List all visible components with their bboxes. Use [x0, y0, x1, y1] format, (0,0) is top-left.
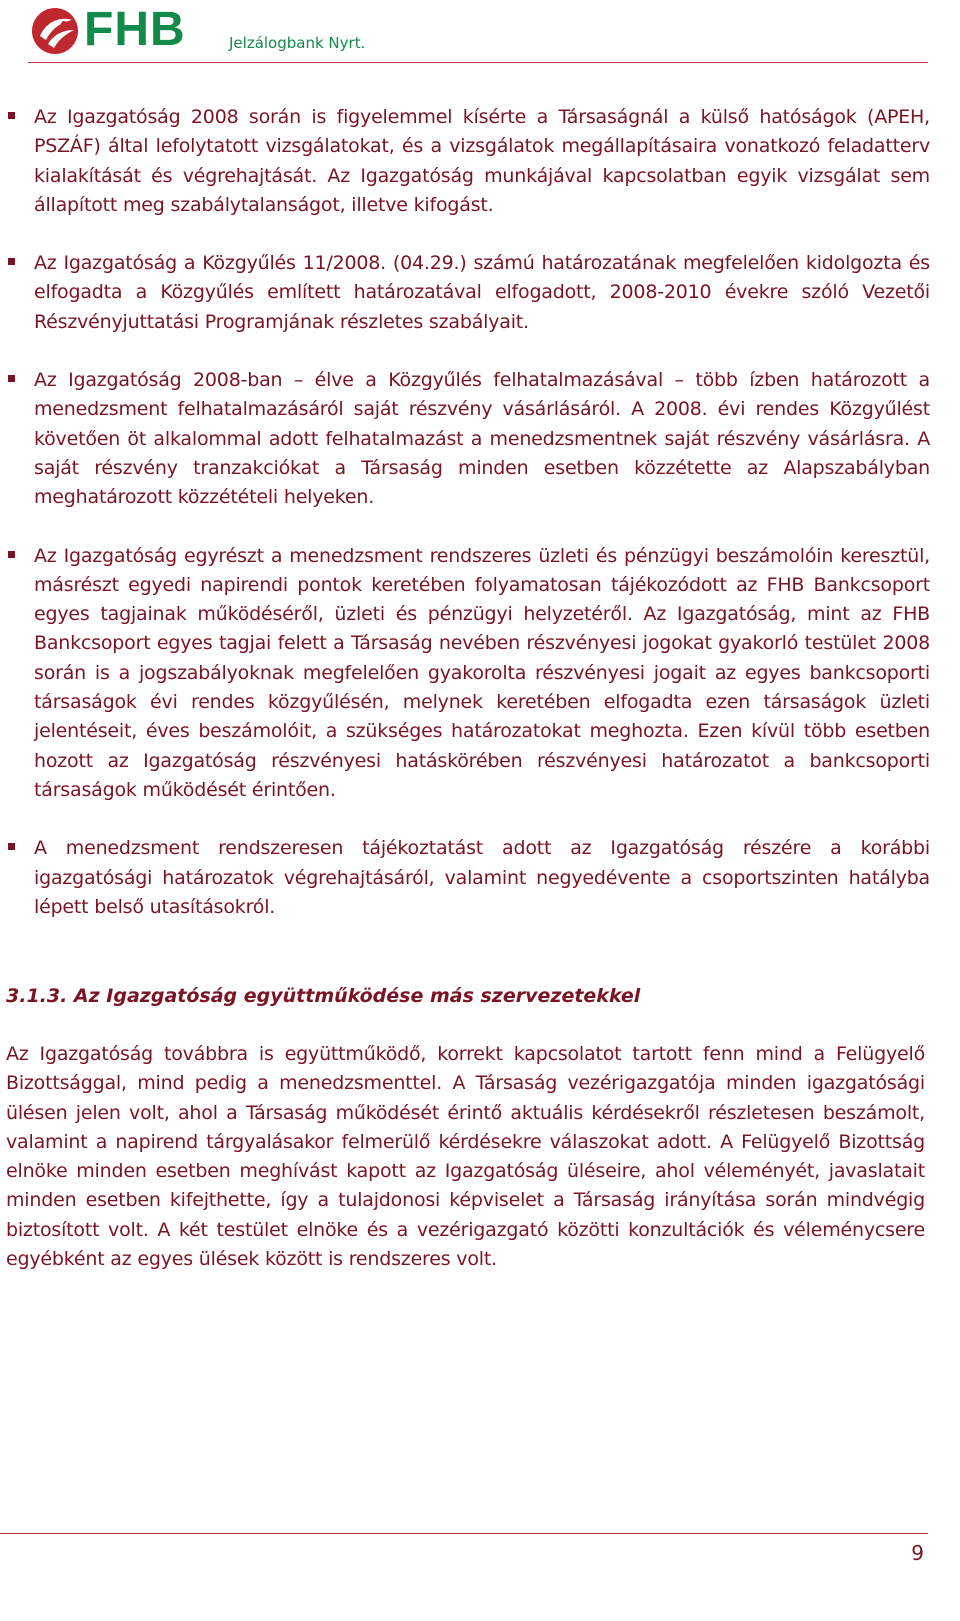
- bullet-square-icon: [8, 551, 15, 558]
- list-item: [8, 103, 930, 220]
- logo-subtitle: Jelzálogbank Nyrt.: [229, 34, 366, 52]
- bullet-square-icon: [8, 112, 15, 119]
- bullet-text: A menedzsment rendszeresen tájékoztatást adott az Igazgatóság részére a korábbi igazgatósági határozatok végrehajtásáról, valamint negyedévente a csoportszinten hatályba lépett belső utasításokról.: [34, 837, 930, 918]
- list-item: [8, 542, 930, 806]
- fhb-logo-icon: [30, 6, 80, 56]
- bullet-list: [8, 103, 930, 951]
- logo-wordmark: FHB: [84, 3, 186, 56]
- bullet-square-icon: [8, 258, 15, 265]
- footer-divider: [0, 1533, 928, 1534]
- header-divider: [28, 62, 928, 63]
- section-body: Az Igazgatóság továbbra is együttműködő, korrekt kapcsolatot tartott fenn mind a Felügyelő Bizottsággal, mind pedig a menedzsmenttel. A Társaság vezérigazgatója minden igazgatósági ülésen jelen volt, ahol a Társaság működését érintő aktuális kérdésekről részletesen beszámolt, valamint a napirend tárgyalásakor felmerülő kérdésekre válaszokat adott. A Felügyelő Bizottság elnöke minden esetben meghívást kapott az Igazgatóság üléseire, ahol véleményét, javaslatait minden esetben kifejthette, így a tulajdonosi képviselet a Társaság irányítása során mindvégig biztosított volt. A két testület elnöke és a vezérigazgató közötti konzultációk és véleménycsere egyébként az egyes ülések között is rendszeres volt.: [6, 1043, 925, 1271]
- bullet-text: Az Igazgatóság egyrészt a menedzsment rendszeres üzleti és pénzügyi beszámolóin keresztül, másrészt egyedi napirendi pontok keretében folyamatosan tájékozódott az FHB Bankcsoport egyes tagjainak működéséről, üzleti és pénzügyi helyzetéről. Az Igazgatóság, mint az FHB Bankcsoport egyes tagjai felett a Társaság nevében részvényesi jogokat gyakorló testület 2008 során is a jogszabályoknak megfelelően gyakorolta részvényesi jogait az egyes bankcsoporti társaságok évi rendes közgyűlésén, melynek keretében elfogadta ezen társaságok üzleti jelentéseit, éves beszámolóit, a szükséges határozatokat meghozta. Ezen kívül több esetben hozott az Igazgatóság részvényesi hatáskörében részvényesi határozatot a bankcsoporti társaságok működését érintően.: [34, 544, 930, 801]
- list-item: [8, 834, 930, 922]
- page-number: 9: [911, 1541, 924, 1565]
- list-item: [8, 366, 930, 512]
- bullet-square-icon: [8, 843, 15, 850]
- list-item: [8, 249, 930, 337]
- section-heading: 3.1.3. Az Igazgatóság együttműködése más szervezetekkel: [6, 985, 641, 1007]
- page-header: [28, 4, 928, 62]
- bullet-text: Az Igazgatóság a Közgyűlés 11/2008. (04.29.) számú határozatának megfelelően kidolgozta és elfogadta a Közgyűlés említett határozatával elfogadott, 2008-2010 évekre szóló Vezetői Részvényjuttatási Programjának részletes szabályait.: [34, 252, 930, 333]
- bullet-text: Az Igazgatóság 2008 során is figyelemmel kísérte a Társaságnál a külső hatóságok (APEH, PSZÁF) által lefolytatott vizsgálatokat, és a vizsgálatok megállapításaira vonatkozó feladatterv kialakítását és végrehajtását. Az Igazgatóság munkájával kapcsolatban egyik vizsgálat sem állapított meg szabálytalanságot, illetve kifogást.: [34, 106, 930, 216]
- bullet-square-icon: [8, 375, 15, 382]
- bullet-text: Az Igazgatóság 2008-ban – élve a Közgyűlés felhatalmazásával – több ízben határozott a menedzsment felhatalmazásáról saját részvény vásárlásáról. A 2008. évi rendes Közgyűlést követően öt alkalommal adott felhatalmazást a menedzsmentnek saját részvény vásárlásra. A saját részvény tranzakciókat a Társaság minden esetben közzétette az Alapszabályban meghatározott közzétételi helyeken.: [34, 369, 930, 509]
